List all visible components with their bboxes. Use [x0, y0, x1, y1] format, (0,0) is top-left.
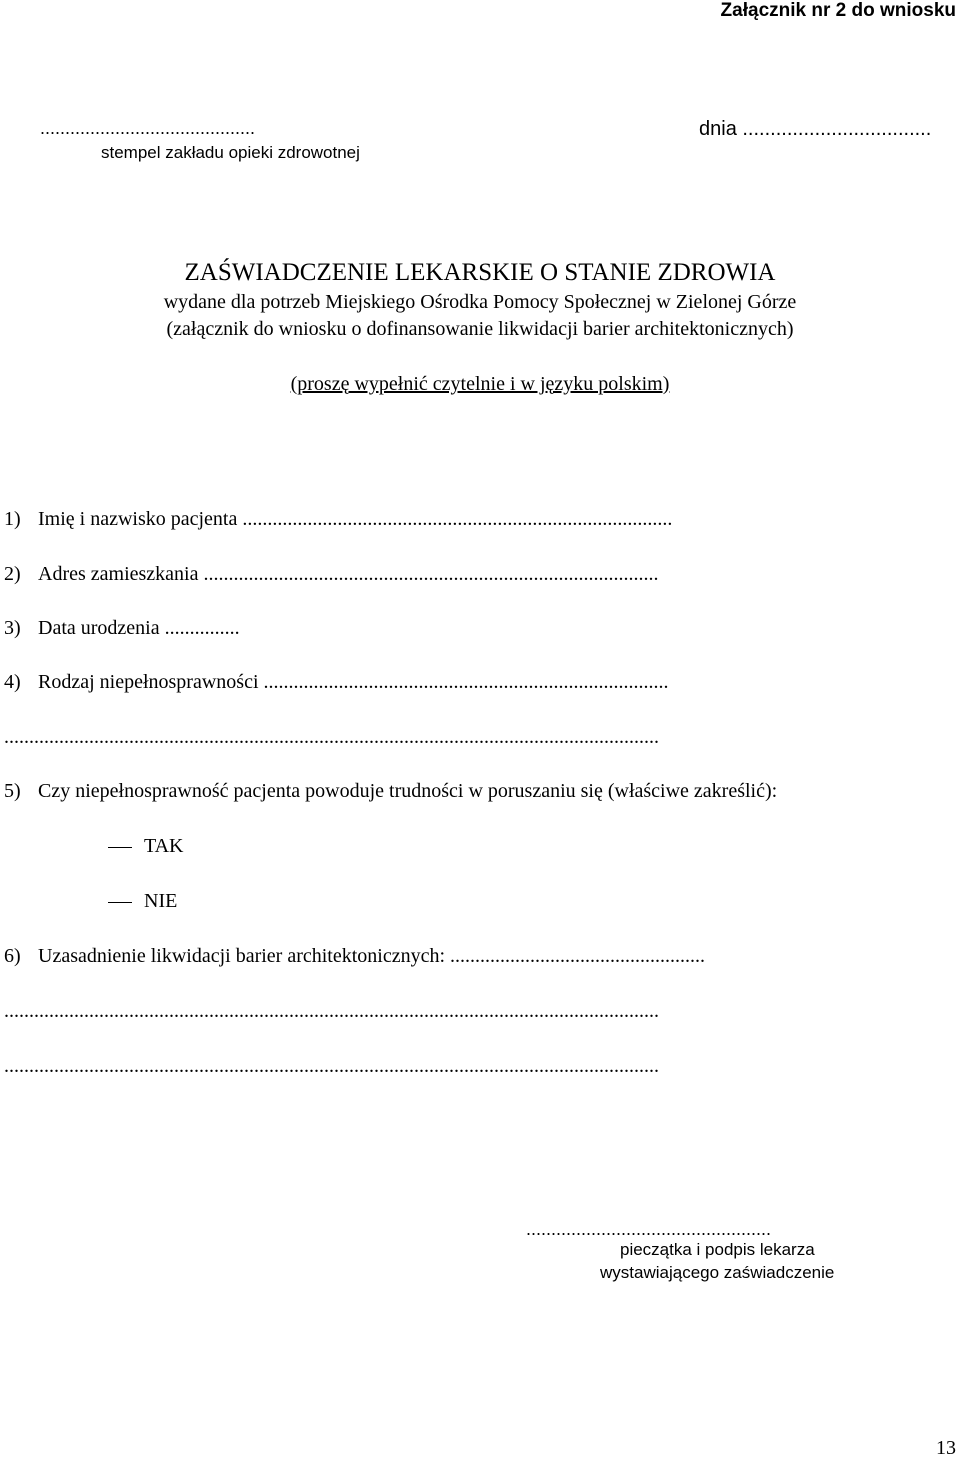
field-patient-name: [4, 508, 672, 531]
justification-line-3: ...................................................................................................................................: [4, 1055, 659, 1077]
field-label: Imię i nazwisko pacjenta ......................................................................................: [38, 508, 673, 530]
field-number: 6): [4, 945, 21, 967]
field-number: 5): [4, 780, 21, 802]
dash-icon: [108, 847, 132, 848]
field-number: 1): [4, 508, 21, 530]
annex-title: Załącznik nr 2 do wniosku: [720, 0, 956, 21]
signature-dots: .................................................: [526, 1219, 772, 1239]
field-birth-date: [4, 617, 240, 640]
field-disability-type-continued: [4, 726, 659, 749]
option-label: TAK: [144, 835, 184, 857]
field-label: Czy niepełnosprawność pacjenta powoduje trudności w poruszaniu się (właściwe zakreślić):: [38, 780, 778, 802]
option-label: NIE: [144, 890, 178, 912]
field-label: ...................................................................................................................................: [4, 726, 659, 748]
justification-line-2: ...................................................................................................................................: [4, 1000, 659, 1022]
field-label: Uzasadnienie likwidacji barier architektonicznych: ...................................................: [38, 945, 706, 967]
date-field: dnia ..................................: [699, 118, 932, 140]
document-subtitle: wydane dla potrzeb Miejskiego Ośrodka Pomocy Społecznej w Zielonej Górze: [163, 291, 797, 313]
document-subtitle-2: (załącznik do wniosku o dofinansowanie likwidacji barier architektonicznych): [166, 318, 794, 340]
fill-instruction: (proszę wypełnić czytelnie i w języku polskim): [290, 373, 670, 395]
field-mobility-question: [4, 780, 777, 803]
field-disability-type: [4, 671, 669, 694]
signature-label: pieczątka i podpis lekarza: [620, 1240, 815, 1259]
stamp-dots: ...........................................: [40, 118, 256, 138]
field-number: 2): [4, 563, 21, 585]
field-address: [4, 563, 658, 586]
option-yes: [108, 835, 184, 858]
field-justification: [4, 945, 705, 968]
field-label: Rodzaj niepełnosprawności .................................................................................: [38, 671, 669, 693]
signature-label-2: wystawiającego zaświadczenie: [600, 1263, 835, 1282]
page-number: 13: [936, 1437, 956, 1459]
dash-icon: [108, 902, 132, 903]
field-label: Data urodzenia ...............: [38, 617, 240, 639]
field-number: 3): [4, 617, 21, 639]
option-no: [108, 890, 177, 913]
field-number: 4): [4, 671, 21, 693]
stamp-label: stempel zakładu opieki zdrowotnej: [101, 143, 360, 162]
document-title: ZAŚWIADCZENIE LEKARSKIE O STANIE ZDROWIA: [184, 259, 776, 286]
field-label: Adres zamieszkania ...........................................................................................: [38, 563, 659, 585]
